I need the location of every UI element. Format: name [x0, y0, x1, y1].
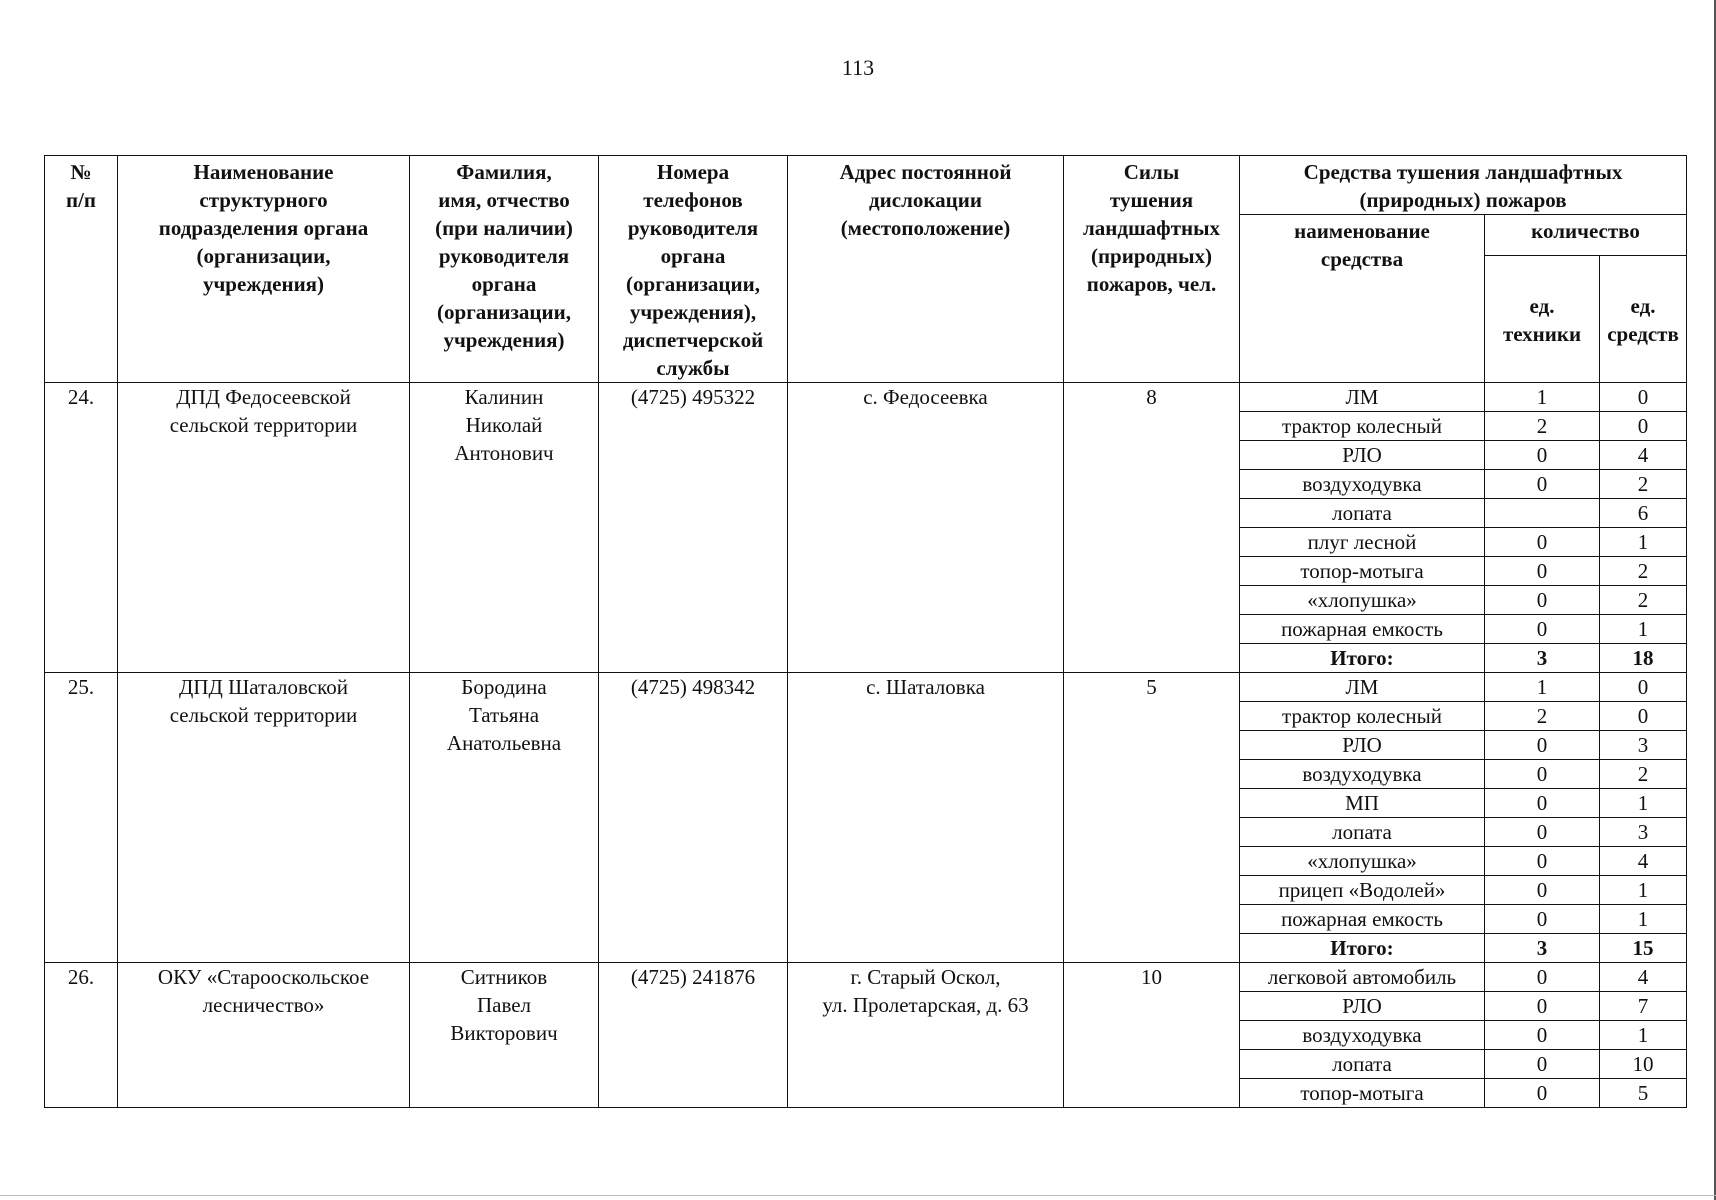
units-tech-cell: 0 — [1485, 847, 1600, 876]
text-line: дислокации — [869, 188, 982, 212]
means-name-cell: «хлопушка» — [1240, 586, 1485, 615]
units-means-cell: 3 — [1600, 818, 1687, 847]
units-tech-cell: 0 — [1485, 470, 1600, 499]
units-tech-cell: 0 — [1485, 731, 1600, 760]
phone-cell: (4725) 241876 — [599, 963, 788, 1108]
phone-cell: (4725) 495322 — [599, 383, 788, 673]
head-name-cell — [410, 383, 599, 673]
text-line: Средства тушения ландшафтных — [1303, 160, 1623, 184]
row-number: 26. — [45, 963, 118, 1108]
header-unit-name — [118, 156, 410, 383]
units-means-cell: 2 — [1600, 470, 1687, 499]
means-name-cell: Итого: — [1240, 934, 1485, 963]
text-line: средства — [1320, 247, 1404, 271]
text-line: диспетчерской — [622, 328, 764, 352]
units-means-cell: 2 — [1600, 760, 1687, 789]
units-tech-cell: 2 — [1485, 412, 1600, 441]
means-name-cell: плуг лесной — [1240, 528, 1485, 557]
means-name-cell: лопата — [1240, 499, 1485, 528]
units-tech-cell: 3 — [1485, 644, 1600, 673]
text-line: руководителя — [627, 216, 759, 240]
means-name-cell: РЛО — [1240, 992, 1485, 1021]
units-tech-cell: 0 — [1485, 615, 1600, 644]
text-line: ОКУ «Старооскольское — [157, 965, 370, 989]
units-means-cell: 1 — [1600, 1021, 1687, 1050]
units-means-cell: 18 — [1600, 644, 1687, 673]
table-row — [45, 383, 1687, 412]
text-line: с. Федосеевка — [863, 385, 988, 409]
text-line: Наименование — [193, 160, 334, 184]
address-cell — [788, 383, 1064, 673]
text-line: ед. — [1630, 294, 1656, 318]
means-name-cell: лопата — [1240, 818, 1485, 847]
head-name-cell — [410, 963, 599, 1108]
units-tech-cell: 0 — [1485, 586, 1600, 615]
units-tech-cell: 2 — [1485, 702, 1600, 731]
means-name-cell: топор-мотыга — [1240, 1079, 1485, 1108]
units-means-cell: 2 — [1600, 557, 1687, 586]
header-units-tech — [1485, 256, 1600, 383]
text-line: Павел — [476, 993, 532, 1017]
means-name-cell: Итого: — [1240, 644, 1485, 673]
text-line: руководителя — [438, 244, 570, 268]
text-line: Калинин — [464, 385, 544, 409]
units-tech-cell: 0 — [1485, 905, 1600, 934]
units-means-cell: 4 — [1600, 847, 1687, 876]
units-tech-cell: 1 — [1485, 383, 1600, 412]
units-means-cell: 10 — [1600, 1050, 1687, 1079]
text-line: (организации, — [626, 272, 760, 296]
units-means-cell: 0 — [1600, 383, 1687, 412]
units-tech-cell: 1 — [1485, 673, 1600, 702]
text-line: ДПД Шаталовской — [179, 675, 348, 699]
scan-bottom-rule — [0, 1195, 1716, 1196]
units-tech-cell: 0 — [1485, 1079, 1600, 1108]
table-header — [45, 156, 1687, 383]
text-line: п/п — [65, 188, 97, 212]
text-line: тушения — [1109, 188, 1194, 212]
text-line: Татьяна — [468, 703, 540, 727]
units-means-cell: 1 — [1600, 876, 1687, 905]
units-means-cell: 3 — [1600, 731, 1687, 760]
table-row — [45, 673, 1687, 702]
units-means-cell: 6 — [1600, 499, 1687, 528]
means-name-cell: трактор колесный — [1240, 412, 1485, 441]
text-line: (при наличии) — [435, 216, 573, 240]
units-means-cell: 1 — [1600, 528, 1687, 557]
text-line: (организации, — [196, 244, 331, 268]
means-name-cell: воздуходувка — [1240, 1021, 1485, 1050]
text-line: Антонович — [454, 441, 554, 465]
units-tech-cell: 0 — [1485, 760, 1600, 789]
text-line: ед. — [1529, 294, 1555, 318]
text-line: учреждения) — [202, 272, 325, 296]
forces-cell: 10 — [1064, 963, 1240, 1108]
text-line: структурного — [199, 188, 328, 212]
text-line: лесничество» — [202, 993, 325, 1017]
phone-cell: (4725) 498342 — [599, 673, 788, 963]
row-number: 24. — [45, 383, 118, 673]
unit-name-cell — [118, 383, 410, 673]
means-name-cell: пожарная емкость — [1240, 615, 1485, 644]
unit-name-cell — [118, 963, 410, 1108]
text-line: сельской территории — [169, 703, 358, 727]
header-num — [45, 156, 118, 383]
page-number: 113 — [841, 55, 875, 80]
text-line: Викторович — [450, 1021, 558, 1045]
units-means-cell: 7 — [1600, 992, 1687, 1021]
units-tech-cell: 0 — [1485, 789, 1600, 818]
units-tech-cell: 0 — [1485, 818, 1600, 847]
units-tech-cell: 3 — [1485, 934, 1600, 963]
text-line: Силы — [1123, 160, 1180, 184]
text-line: сельской территории — [169, 413, 358, 437]
text-line: г. Старый Оскол, — [850, 965, 1001, 989]
text-line: пожаров, чел. — [1086, 272, 1217, 296]
means-name-cell: воздуходувка — [1240, 760, 1485, 789]
text-line: ДПД Федосеевской — [176, 385, 351, 409]
header-address — [788, 156, 1064, 383]
units-means-cell: 4 — [1600, 963, 1687, 992]
units-means-cell: 1 — [1600, 905, 1687, 934]
means-name-cell: ЛМ — [1240, 673, 1485, 702]
header-means-name — [1240, 215, 1485, 383]
text-line: (природных) — [1090, 244, 1213, 268]
unit-name-cell — [118, 673, 410, 963]
table-row — [45, 963, 1687, 992]
text-line: техники — [1502, 322, 1582, 346]
text-line: имя, отчество — [438, 188, 570, 212]
means-name-cell: МП — [1240, 789, 1485, 818]
units-tech-cell: 0 — [1485, 1050, 1600, 1079]
means-name-cell: прицеп «Водолей» — [1240, 876, 1485, 905]
units-means-cell: 5 — [1600, 1079, 1687, 1108]
means-name-cell: лопата — [1240, 1050, 1485, 1079]
text-line: Фамилия, — [456, 160, 552, 184]
units-tech-cell: 0 — [1485, 528, 1600, 557]
text-line: Ситников — [460, 965, 548, 989]
text-line: учреждения) — [443, 328, 565, 352]
means-name-cell: РЛО — [1240, 441, 1485, 470]
units-tech-cell: 0 — [1485, 1021, 1600, 1050]
units-means-cell: 0 — [1600, 702, 1687, 731]
header-head-name — [410, 156, 599, 383]
text-line: органа — [471, 272, 537, 296]
means-name-cell: топор-мотыга — [1240, 557, 1485, 586]
header-phones — [599, 156, 788, 383]
text-line: Анатольевна — [446, 731, 562, 755]
text-line: (организации, — [437, 300, 571, 324]
forces-cell: 8 — [1064, 383, 1240, 673]
units-means-cell: 4 — [1600, 441, 1687, 470]
text-line: органа — [660, 244, 726, 268]
resources-table — [44, 155, 1687, 1108]
text-line: средств — [1607, 322, 1679, 346]
text-line: (природных) пожаров — [1359, 188, 1567, 212]
text-line: ландшафтных — [1082, 216, 1221, 240]
text-line: учреждения), — [629, 300, 757, 324]
units-means-cell: 0 — [1600, 412, 1687, 441]
means-name-cell: воздуходувка — [1240, 470, 1485, 499]
units-tech-cell: 0 — [1485, 876, 1600, 905]
units-means-cell: 0 — [1600, 673, 1687, 702]
address-cell — [788, 963, 1064, 1108]
text-line: ул. Пролетарская, д. 63 — [822, 993, 1029, 1017]
header-forces — [1064, 156, 1240, 383]
means-name-cell: РЛО — [1240, 731, 1485, 760]
text-line: с. Шаталовка — [866, 675, 985, 699]
header-units-means — [1600, 256, 1687, 383]
address-cell — [788, 673, 1064, 963]
units-tech-cell: 0 — [1485, 441, 1600, 470]
units-means-cell: 15 — [1600, 934, 1687, 963]
text-line: телефонов — [643, 188, 743, 212]
units-tech-cell — [1485, 499, 1600, 528]
units-tech-cell: 0 — [1485, 963, 1600, 992]
units-tech-cell: 0 — [1485, 992, 1600, 1021]
text-line: Бородина — [461, 675, 547, 699]
units-means-cell: 1 — [1600, 615, 1687, 644]
text-line: (местоположение) — [840, 216, 1011, 240]
text-line: № — [70, 160, 92, 184]
table-body — [45, 383, 1687, 1108]
forces-cell: 5 — [1064, 673, 1240, 963]
row-number: 25. — [45, 673, 118, 963]
text-line: подразделения органа — [158, 216, 369, 240]
head-name-cell — [410, 673, 599, 963]
means-name-cell: трактор колесный — [1240, 702, 1485, 731]
text-line: Номера — [656, 160, 730, 184]
means-name-cell: ЛМ — [1240, 383, 1485, 412]
means-name-cell: «хлопушка» — [1240, 847, 1485, 876]
text-line: Николай — [465, 413, 543, 437]
means-name-cell: легковой автомобиль — [1240, 963, 1485, 992]
text-line: службы — [656, 356, 730, 380]
means-name-cell: пожарная емкость — [1240, 905, 1485, 934]
text-line: наименование — [1294, 219, 1430, 243]
header-quantity: количество — [1485, 215, 1687, 256]
units-tech-cell: 0 — [1485, 557, 1600, 586]
units-means-cell: 2 — [1600, 586, 1687, 615]
header-means — [1240, 156, 1687, 215]
units-means-cell: 1 — [1600, 789, 1687, 818]
text-line: Адрес постоянной — [839, 160, 1012, 184]
